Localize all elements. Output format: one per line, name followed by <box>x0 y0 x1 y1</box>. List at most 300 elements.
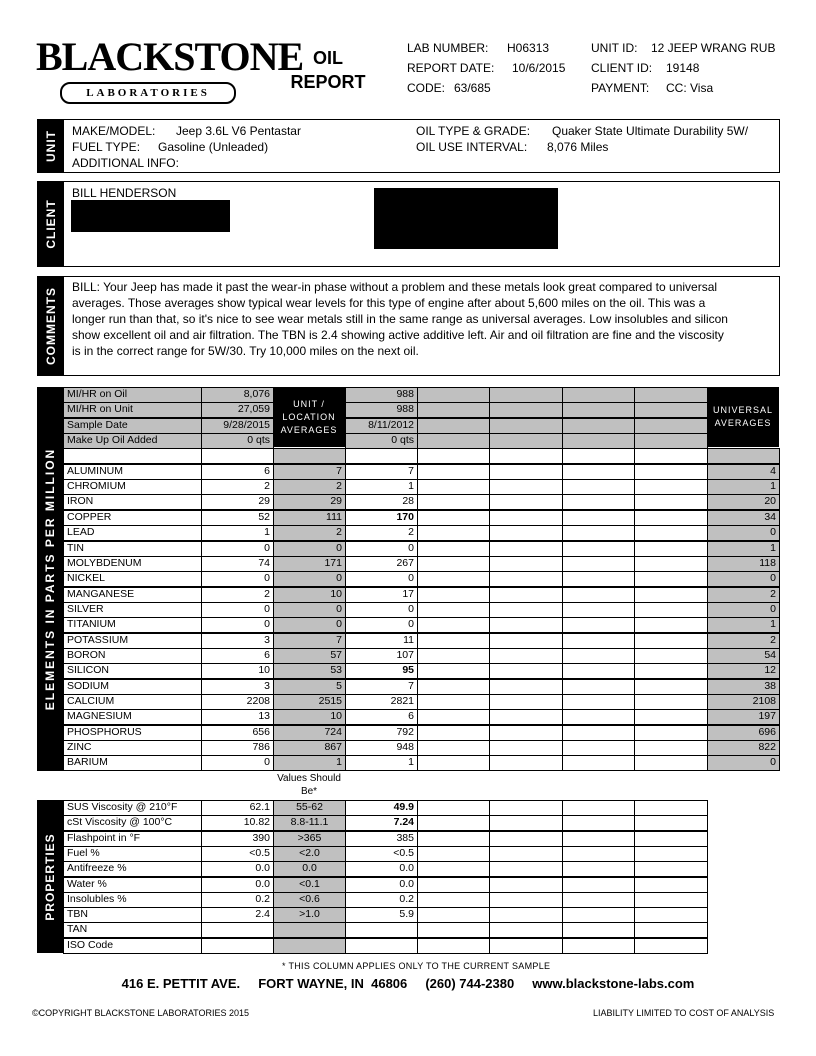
empty-cell <box>562 922 635 938</box>
empty-cell <box>489 571 563 587</box>
element-unit-average: 29 <box>273 494 346 510</box>
element-name: ALUMINUM <box>63 464 202 480</box>
empty-cell <box>634 815 708 831</box>
empty-cell <box>562 709 635 725</box>
code-label: CODE: <box>407 81 446 95</box>
empty-cell <box>562 663 635 679</box>
empty-cell <box>562 892 635 908</box>
property-name: Water % <box>63 877 202 893</box>
sample-info-previous: 988 <box>345 402 418 418</box>
empty-cell <box>489 679 563 695</box>
property-should-be: 8.8-11.1 <box>273 815 346 831</box>
element-current: 52 <box>201 510 274 526</box>
empty-cell <box>634 922 708 938</box>
empty-cell <box>634 464 708 480</box>
universal-averages-header: UNIVERSAL AVERAGES <box>707 387 779 447</box>
property-should-be <box>273 938 346 954</box>
element-previous: 107 <box>345 648 418 664</box>
element-current: 2 <box>201 479 274 495</box>
empty-cell <box>417 725 490 741</box>
empty-cell <box>562 877 635 893</box>
element-universal-average: 2108 <box>707 694 780 710</box>
empty-cell <box>417 831 490 847</box>
element-universal-average: 2 <box>707 587 780 603</box>
empty-cell <box>489 877 563 893</box>
property-name: Fuel % <box>63 846 202 862</box>
element-current: 0 <box>201 617 274 633</box>
empty-cell <box>417 433 490 449</box>
property-name: TBN <box>63 907 202 923</box>
element-universal-average: 1 <box>707 541 780 557</box>
code-value: 63/685 <box>454 81 491 95</box>
empty-cell <box>562 846 635 862</box>
empty-cell <box>489 587 563 603</box>
empty-cell <box>489 907 563 923</box>
empty-cell <box>417 633 490 649</box>
fuel-type-label: FUEL TYPE: <box>72 140 141 154</box>
empty-cell <box>562 815 635 831</box>
element-current: 656 <box>201 725 274 741</box>
empty-cell <box>417 846 490 862</box>
empty-cell <box>417 571 490 587</box>
sample-info-current: 9/28/2015 <box>201 418 274 434</box>
empty-cell <box>417 800 490 816</box>
property-previous: 5.9 <box>345 907 418 923</box>
element-name: ZINC <box>63 740 202 756</box>
empty-cell <box>417 679 490 695</box>
report-date-value: 10/6/2015 <box>512 61 566 75</box>
element-unit-average: 171 <box>273 556 346 572</box>
sample-info-current: 27,059 <box>201 402 274 418</box>
empty-cell <box>634 892 708 908</box>
property-current: 390 <box>201 831 274 847</box>
property-previous: 7.24 <box>345 815 418 831</box>
empty-cell <box>489 648 563 664</box>
empty-cell <box>634 418 708 434</box>
empty-cell <box>417 755 490 771</box>
element-universal-average: 0 <box>707 755 780 771</box>
property-previous: 49.9 <box>345 800 418 816</box>
element-current: 1 <box>201 525 274 541</box>
empty-cell <box>562 800 635 816</box>
element-universal-average: 0 <box>707 525 780 541</box>
empty-cell <box>489 725 563 741</box>
empty-cell <box>562 755 635 771</box>
element-current: 786 <box>201 740 274 756</box>
property-previous: 385 <box>345 831 418 847</box>
empty-cell <box>634 433 708 449</box>
properties-section-label: PROPERTIES <box>43 832 57 921</box>
empty-cell <box>417 387 490 403</box>
empty-cell <box>417 525 490 541</box>
oil-type-label: OIL TYPE & GRADE: <box>416 124 531 138</box>
empty-cell <box>489 663 563 679</box>
empty-cell <box>417 892 490 908</box>
empty-cell <box>489 387 563 403</box>
property-should-be: 0.0 <box>273 861 346 877</box>
blank-cell <box>345 448 418 464</box>
empty-cell <box>417 602 490 618</box>
property-name: Flashpoint in °F <box>63 831 202 847</box>
element-universal-average: 0 <box>707 571 780 587</box>
report-title-line1: OIL <box>313 48 343 68</box>
empty-cell <box>634 494 708 510</box>
lab-address: 416 E. PETTIT AVE. FORT WAYNE, IN 46806 (260) 744-2380 www.blackstone-labs.com <box>121 976 695 991</box>
client-sidebar <box>38 182 64 266</box>
element-previous: 7 <box>345 679 418 695</box>
empty-cell <box>634 679 708 695</box>
empty-cell <box>489 602 563 618</box>
empty-cell <box>489 433 563 449</box>
blank-cell <box>201 448 274 464</box>
redacted-contact <box>374 188 558 249</box>
element-previous: 11 <box>345 633 418 649</box>
empty-cell <box>489 755 563 771</box>
empty-cell <box>562 907 635 923</box>
element-unit-average: 2 <box>273 525 346 541</box>
element-previous: 17 <box>345 587 418 603</box>
empty-cell <box>634 861 708 877</box>
element-current: 0 <box>201 541 274 557</box>
empty-cell <box>562 571 635 587</box>
element-name: COPPER <box>63 510 202 526</box>
element-previous: 792 <box>345 725 418 741</box>
property-should-be: <2.0 <box>273 846 346 862</box>
fuel-type-value: Gasoline (Unleaded) <box>158 140 269 154</box>
property-current: 0.2 <box>201 892 274 908</box>
properties-sidebar <box>37 800 63 953</box>
empty-cell <box>562 510 635 526</box>
element-universal-average: 1 <box>707 617 780 633</box>
element-name: SILVER <box>63 602 202 618</box>
element-unit-average: 10 <box>273 709 346 725</box>
empty-cell <box>489 525 563 541</box>
empty-cell <box>489 938 563 954</box>
empty-cell <box>417 907 490 923</box>
empty-cell <box>562 861 635 877</box>
empty-cell <box>634 479 708 495</box>
empty-cell <box>489 402 563 418</box>
sample-info-previous: 988 <box>345 387 418 403</box>
elements-sidebar <box>37 387 63 771</box>
element-current: 6 <box>201 648 274 664</box>
client-id-label: CLIENT ID: <box>591 61 653 75</box>
element-universal-average: 696 <box>707 725 780 741</box>
empty-cell <box>634 831 708 847</box>
unit-id-label: UNIT ID: <box>591 41 638 55</box>
empty-cell <box>489 510 563 526</box>
element-unit-average: 10 <box>273 587 346 603</box>
empty-cell <box>489 494 563 510</box>
element-unit-average: 53 <box>273 663 346 679</box>
client-section-label: CLIENT <box>44 199 58 249</box>
property-should-be: >365 <box>273 831 346 847</box>
unit-id-value: 12 JEEP WRANG RUB <box>651 41 776 55</box>
element-name: NICKEL <box>63 571 202 587</box>
empty-cell <box>634 648 708 664</box>
property-current <box>201 938 274 954</box>
sample-info-label: MI/HR on Unit <box>63 402 202 418</box>
empty-cell <box>417 938 490 954</box>
element-name: BORON <box>63 648 202 664</box>
element-previous: 2 <box>345 525 418 541</box>
empty-cell <box>417 402 490 418</box>
element-universal-average: 4 <box>707 464 780 480</box>
empty-cell <box>417 556 490 572</box>
empty-cell <box>634 571 708 587</box>
element-unit-average: 111 <box>273 510 346 526</box>
element-unit-average: 0 <box>273 617 346 633</box>
empty-cell <box>489 861 563 877</box>
element-current: 2 <box>201 587 274 603</box>
empty-cell <box>417 709 490 725</box>
element-previous: 0 <box>345 541 418 557</box>
additional-info-label: ADDITIONAL INFO: <box>72 156 179 170</box>
sample-info-label: Sample Date <box>63 418 202 434</box>
payment-value: CC: Visa <box>666 81 714 95</box>
element-unit-average: 2 <box>273 479 346 495</box>
property-name: ISO Code <box>63 938 202 954</box>
blank-cell <box>417 448 490 464</box>
comments-text: BILL: Your Jeep has made it past the wear-in phase without a problem and these metals look great compared to universal averages. Those averages show typical wear levels for this type of engine after about 5,600 miles on the oil. This was a longer run than that, so it's nice to see wear metals still in the same range as universal averages. Low insolubles and silicon show excellent oil and air filtration. The TBN is 2.4 showing active additive left. Air and oil filtration are fine and the viscosity is in the correct range for 5W/30. Try 10,000 miles on the next oil. <box>72 280 728 358</box>
empty-cell <box>562 831 635 847</box>
empty-cell <box>489 633 563 649</box>
empty-cell <box>417 694 490 710</box>
element-current: 74 <box>201 556 274 572</box>
client-section <box>37 181 780 267</box>
property-should-be: <0.1 <box>273 877 346 893</box>
element-universal-average: 822 <box>707 740 780 756</box>
empty-cell <box>634 633 708 649</box>
empty-cell <box>417 861 490 877</box>
element-name: POTASSIUM <box>63 633 202 649</box>
empty-cell <box>489 694 563 710</box>
logo-subtitle: LABORATORIES <box>60 82 236 104</box>
empty-cell <box>489 541 563 557</box>
element-universal-average: 54 <box>707 648 780 664</box>
property-current: 2.4 <box>201 907 274 923</box>
element-current: 3 <box>201 633 274 649</box>
empty-cell <box>634 709 708 725</box>
report-title-line2: REPORT <box>290 72 366 92</box>
element-previous: 7 <box>345 464 418 480</box>
element-universal-average: 34 <box>707 510 780 526</box>
unit-section-label: UNIT <box>44 130 58 162</box>
make-model-label: MAKE/MODEL: <box>72 124 156 138</box>
element-unit-average: 0 <box>273 602 346 618</box>
empty-cell <box>562 617 635 633</box>
empty-cell <box>562 587 635 603</box>
sample-info-previous: 0 qts <box>345 433 418 449</box>
element-previous: 6 <box>345 709 418 725</box>
empty-cell <box>489 556 563 572</box>
element-name: BARIUM <box>63 755 202 771</box>
copyright: ©COPYRIGHT BLACKSTONE LABORATORIES 2015 <box>32 1008 250 1018</box>
comments-section-label: COMMENTS <box>44 287 58 365</box>
empty-cell <box>417 648 490 664</box>
empty-cell <box>417 541 490 557</box>
empty-cell <box>417 479 490 495</box>
empty-cell <box>634 877 708 893</box>
blank-cell <box>489 448 563 464</box>
element-universal-average: 118 <box>707 556 780 572</box>
element-current: 0 <box>201 602 274 618</box>
property-should-be: >1.0 <box>273 907 346 923</box>
element-universal-average: 38 <box>707 679 780 695</box>
empty-cell <box>562 648 635 664</box>
empty-cell <box>489 815 563 831</box>
values-should-be-label: Values Should Be* <box>277 773 341 797</box>
empty-cell <box>634 907 708 923</box>
property-previous: 0.0 <box>345 861 418 877</box>
property-previous <box>345 922 418 938</box>
blank-cell <box>707 448 780 464</box>
empty-cell <box>562 402 635 418</box>
empty-cell <box>417 740 490 756</box>
oil-use-value: 8,076 Miles <box>547 140 609 154</box>
element-unit-average: 57 <box>273 648 346 664</box>
element-previous: 2821 <box>345 694 418 710</box>
lab-number-label: LAB NUMBER: <box>407 41 489 55</box>
element-unit-average: 724 <box>273 725 346 741</box>
element-name: CALCIUM <box>63 694 202 710</box>
element-unit-average: 0 <box>273 571 346 587</box>
empty-cell <box>634 938 708 954</box>
empty-cell <box>562 494 635 510</box>
property-current: 0.0 <box>201 877 274 893</box>
sample-info-label: MI/HR on Oil <box>63 387 202 403</box>
empty-cell <box>417 877 490 893</box>
empty-cell <box>417 815 490 831</box>
empty-cell <box>489 617 563 633</box>
empty-cell <box>417 587 490 603</box>
empty-cell <box>562 938 635 954</box>
empty-cell <box>634 402 708 418</box>
property-current: 62.1 <box>201 800 274 816</box>
empty-cell <box>489 479 563 495</box>
unit-section <box>37 119 780 173</box>
empty-cell <box>417 922 490 938</box>
empty-cell <box>562 725 635 741</box>
empty-cell <box>634 617 708 633</box>
element-name: PHOSPHORUS <box>63 725 202 741</box>
element-previous: 28 <box>345 494 418 510</box>
property-name: SUS Viscosity @ 210°F <box>63 800 202 816</box>
element-name: MANGANESE <box>63 587 202 603</box>
property-current: 10.82 <box>201 815 274 831</box>
element-current: 6 <box>201 464 274 480</box>
property-should-be <box>273 922 346 938</box>
make-model-value: Jeep 3.6L V6 Pentastar <box>176 124 301 138</box>
blackstone-logo <box>36 34 304 110</box>
empty-cell <box>417 617 490 633</box>
empty-cell <box>562 418 635 434</box>
lab-number-value: H06313 <box>507 41 550 55</box>
element-unit-average: 5 <box>273 679 346 695</box>
element-name: SODIUM <box>63 679 202 695</box>
footnote: * THIS COLUMN APPLIES ONLY TO THE CURRENT SAMPLE <box>282 961 551 971</box>
element-current: 0 <box>201 755 274 771</box>
property-previous <box>345 938 418 954</box>
element-unit-average: 1 <box>273 755 346 771</box>
blank-cell <box>63 448 202 464</box>
empty-cell <box>634 525 708 541</box>
empty-cell <box>417 418 490 434</box>
sample-info-previous: 8/11/2012 <box>345 418 418 434</box>
empty-cell <box>634 694 708 710</box>
empty-cell <box>634 800 708 816</box>
element-previous: 267 <box>345 556 418 572</box>
element-name: CHROMIUM <box>63 479 202 495</box>
element-previous: 0 <box>345 617 418 633</box>
empty-cell <box>489 800 563 816</box>
element-previous: 0 <box>345 602 418 618</box>
empty-cell <box>634 387 708 403</box>
property-should-be: <0.6 <box>273 892 346 908</box>
report-title <box>282 46 374 94</box>
empty-cell <box>634 755 708 771</box>
property-should-be: 55-62 <box>273 800 346 816</box>
empty-cell <box>634 740 708 756</box>
unit-location-averages-header: UNIT / LOCATION AVERAGES <box>273 387 345 447</box>
empty-cell <box>634 541 708 557</box>
empty-cell <box>562 541 635 557</box>
empty-cell <box>562 679 635 695</box>
element-current: 10 <box>201 663 274 679</box>
empty-cell <box>634 663 708 679</box>
empty-cell <box>562 387 635 403</box>
empty-cell <box>489 846 563 862</box>
element-universal-average: 197 <box>707 709 780 725</box>
oil-use-label: OIL USE INTERVAL: <box>416 140 528 154</box>
empty-cell <box>562 556 635 572</box>
property-name: Antifreeze % <box>63 861 202 877</box>
element-universal-average: 12 <box>707 663 780 679</box>
empty-cell <box>562 633 635 649</box>
empty-cell <box>562 479 635 495</box>
empty-cell <box>562 525 635 541</box>
element-previous: 1 <box>345 479 418 495</box>
empty-cell <box>562 602 635 618</box>
element-previous: 0 <box>345 571 418 587</box>
empty-cell <box>489 831 563 847</box>
empty-cell <box>634 846 708 862</box>
element-universal-average: 0 <box>707 602 780 618</box>
element-current: 2208 <box>201 694 274 710</box>
element-unit-average: 2515 <box>273 694 346 710</box>
element-previous: 948 <box>345 740 418 756</box>
sample-info-current: 8,076 <box>201 387 274 403</box>
elements-section-label: ELEMENTS IN PARTS PER MILLION <box>43 447 57 711</box>
oil-type-value: Quaker State Ultimate Durability 5W/ <box>552 124 749 138</box>
property-previous: 0.2 <box>345 892 418 908</box>
empty-cell <box>634 602 708 618</box>
empty-cell <box>634 510 708 526</box>
element-universal-average: 2 <box>707 633 780 649</box>
empty-cell <box>562 694 635 710</box>
element-previous: 1 <box>345 755 418 771</box>
element-name: TIN <box>63 541 202 557</box>
redacted-address <box>71 200 230 232</box>
empty-cell <box>417 510 490 526</box>
empty-cell <box>489 418 563 434</box>
property-name: cSt Viscosity @ 100°C <box>63 815 202 831</box>
empty-cell <box>417 663 490 679</box>
element-current: 29 <box>201 494 274 510</box>
unit-sidebar <box>38 120 64 172</box>
blank-cell <box>273 448 346 464</box>
blank-cell <box>562 448 635 464</box>
